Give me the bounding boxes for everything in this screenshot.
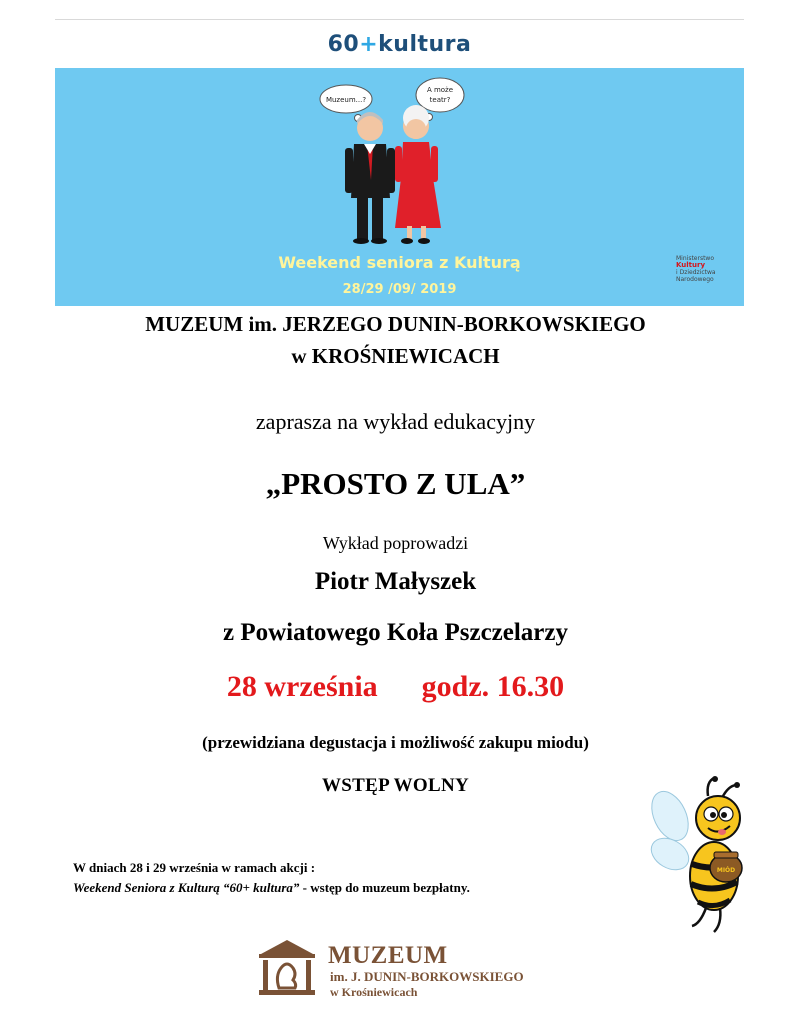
campaign-note-2: Weekend Seniora z Kulturą “60+ kultura” - wstęp do muzeum bezpłatny.: [73, 880, 470, 895]
event-datetime: [0, 670, 791, 704]
footer-logo-location: w Krośniewicach: [330, 985, 418, 999]
svg-text:Muzeum...?: Muzeum...?: [325, 96, 367, 104]
leader-organization: z Powiatowego Koła Pszczelarzy: [222, 619, 568, 646]
museum-location: w KROŚNIEWICACH: [291, 344, 500, 368]
invitation-text: zaprasza na wykład edukacyjny: [255, 409, 536, 434]
senior-man-figure: [345, 112, 395, 244]
leader-name: Piotr Małyszek: [314, 568, 477, 595]
svg-text:A może: A może: [426, 86, 454, 94]
banner-date: 28/29 /09/ 2019: [342, 282, 457, 297]
event-banner: [55, 68, 744, 306]
brand-logo: 60+kultura: [327, 32, 472, 57]
leader-label: Wykład poprowadzi: [322, 533, 469, 553]
svg-text:MIÓD: MIÓD: [716, 867, 736, 874]
event-time: godz. 16.30: [421, 670, 565, 703]
senior-woman-figure: [395, 105, 441, 244]
footer-logo-title: MUZEUM: [328, 942, 448, 969]
top-divider: [55, 19, 744, 20]
footer-logo-subtitle: im. J. DUNIN-BORKOWSKIEGO: [330, 969, 524, 984]
museum-name: MUZEUM im. JERZEGO DUNIN-BORKOWSKIEGO: [145, 312, 646, 336]
lecture-title: „PROSTO Z ULA”: [265, 466, 526, 501]
bee-mascot-icon: [648, 776, 753, 936]
free-entry: WSTĘP WOLNY: [321, 775, 470, 796]
banner-header: [55, 22, 744, 68]
svg-text:teatr?: teatr?: [429, 96, 451, 104]
tasting-note: (przewidziana degustacja i możliwość zakupu miodu): [202, 733, 589, 752]
ministry-logo: Ministerstwo Kultury i Dziedzictwa Narodowego: [676, 255, 716, 283]
event-date: 28 września: [226, 670, 378, 703]
museum-building-logo-icon: [257, 938, 317, 996]
banner-title: Weekend seniora z Kulturą: [278, 253, 521, 272]
campaign-note-1: W dniach 28 i 29 września w ramach akcji :: [73, 860, 316, 875]
